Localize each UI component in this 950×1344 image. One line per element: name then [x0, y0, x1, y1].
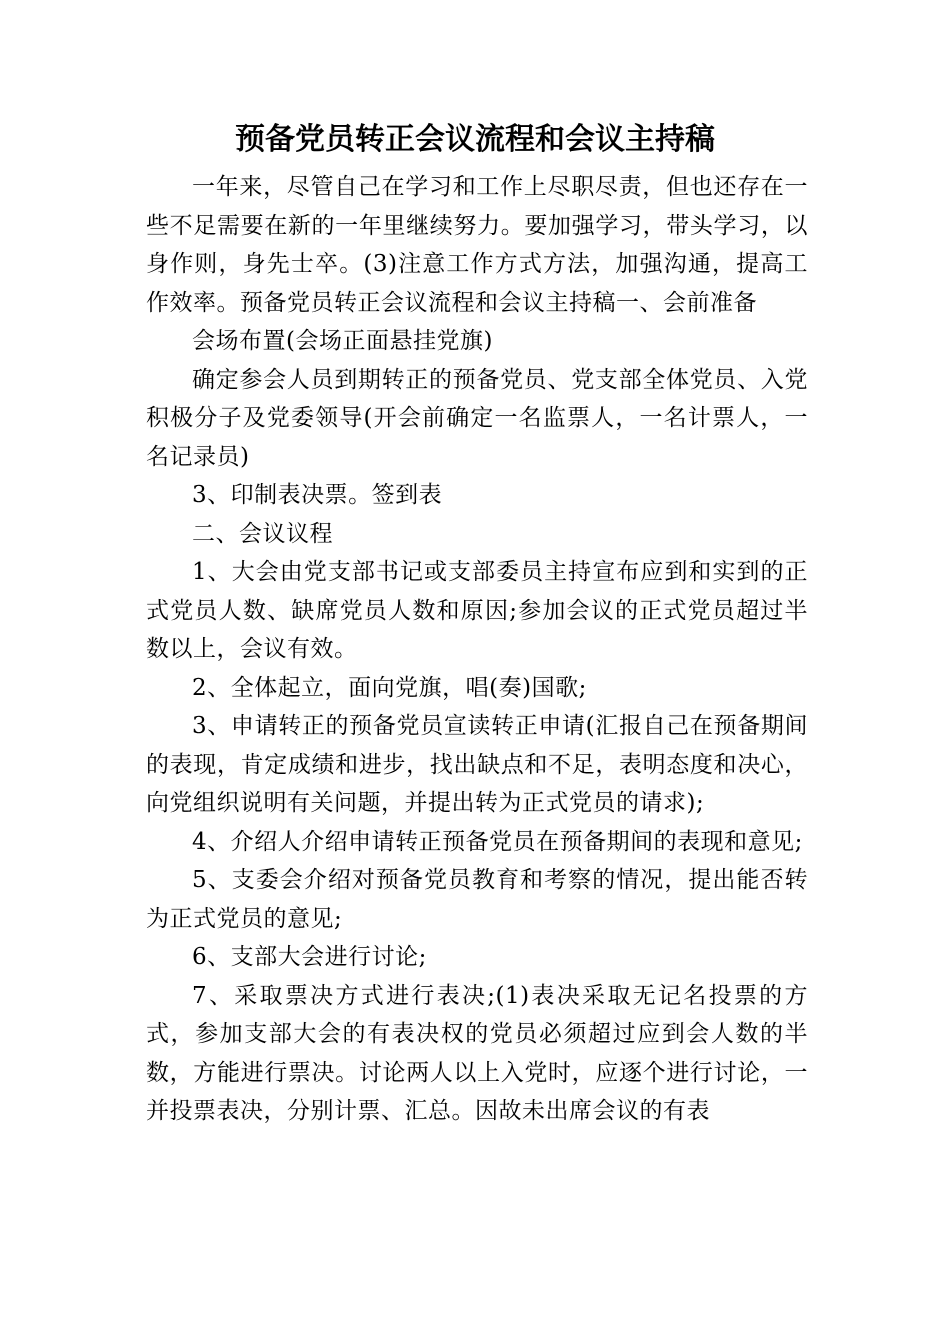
- section-heading-agenda: 二、会议议程: [192, 520, 333, 547]
- agenda-item-6: 6、支部大会进行讨论;: [192, 944, 427, 970]
- agenda-item-4: 4、介绍人介绍申请转正预备党员在预备期间的表现和意见;: [192, 828, 803, 855]
- agenda-item-5: 5、支委会介绍对预备党员教育和考察的情况，提出能否转为正式党员的意见;: [146, 867, 808, 932]
- paragraph-intro: 一年来，尽管自己在学习和工作上尽职尽责，但也还存在一些不足需要在新的一年里继续努力。要加强学习，带头学习，以身作则，身先士卒。(3)注意工作方式方法，加强沟通，提高工作效率。预备党员转正会议流程和会议主持稿一、会前准备: [146, 174, 808, 316]
- paragraph-venue-setup: 会场布置(会场正面悬挂党旗): [192, 328, 493, 354]
- document-body: [146, 168, 808, 1131]
- agenda-item-3: 3、申请转正的预备党员宣读转正申请(汇报自己在预备期间的表现，肯定成绩和进步，找出缺点和不足，表明态度和决心，向党组织说明有关问题，并提出转为正式党员的请求);: [146, 713, 808, 816]
- paragraph-attendees: 确定参会人员到期转正的预备党员、党支部全体党员、入党积极分子及党委领导(开会前确定一名监票人，一名计票人，一名记录员): [146, 366, 808, 470]
- agenda-item-7: 7、采取票决方式进行表决;(1)表决采取无记名投票的方式，参加支部大会的有表决权的党员必须超过应到会人数的半数，方能进行票决。讨论两人以上入党时，应逐个进行讨论，一并投票表决，分别计票、汇总。因故未出席会议的有表: [146, 982, 808, 1124]
- paragraph-print-ballots: 3、印制表决票。签到表: [192, 482, 443, 508]
- document-title: 预备党员转正会议流程和会议主持稿: [235, 122, 715, 157]
- agenda-item-1: 1、大会由党支部书记或支部委员主持宣布应到和实到的正式党员人数、缺席党员人数和原因;参加会议的正式党员超过半数以上，会议有效。: [146, 559, 808, 662]
- agenda-item-2: 2、全体起立，面向党旗，唱(奏)国歌;: [192, 674, 587, 701]
